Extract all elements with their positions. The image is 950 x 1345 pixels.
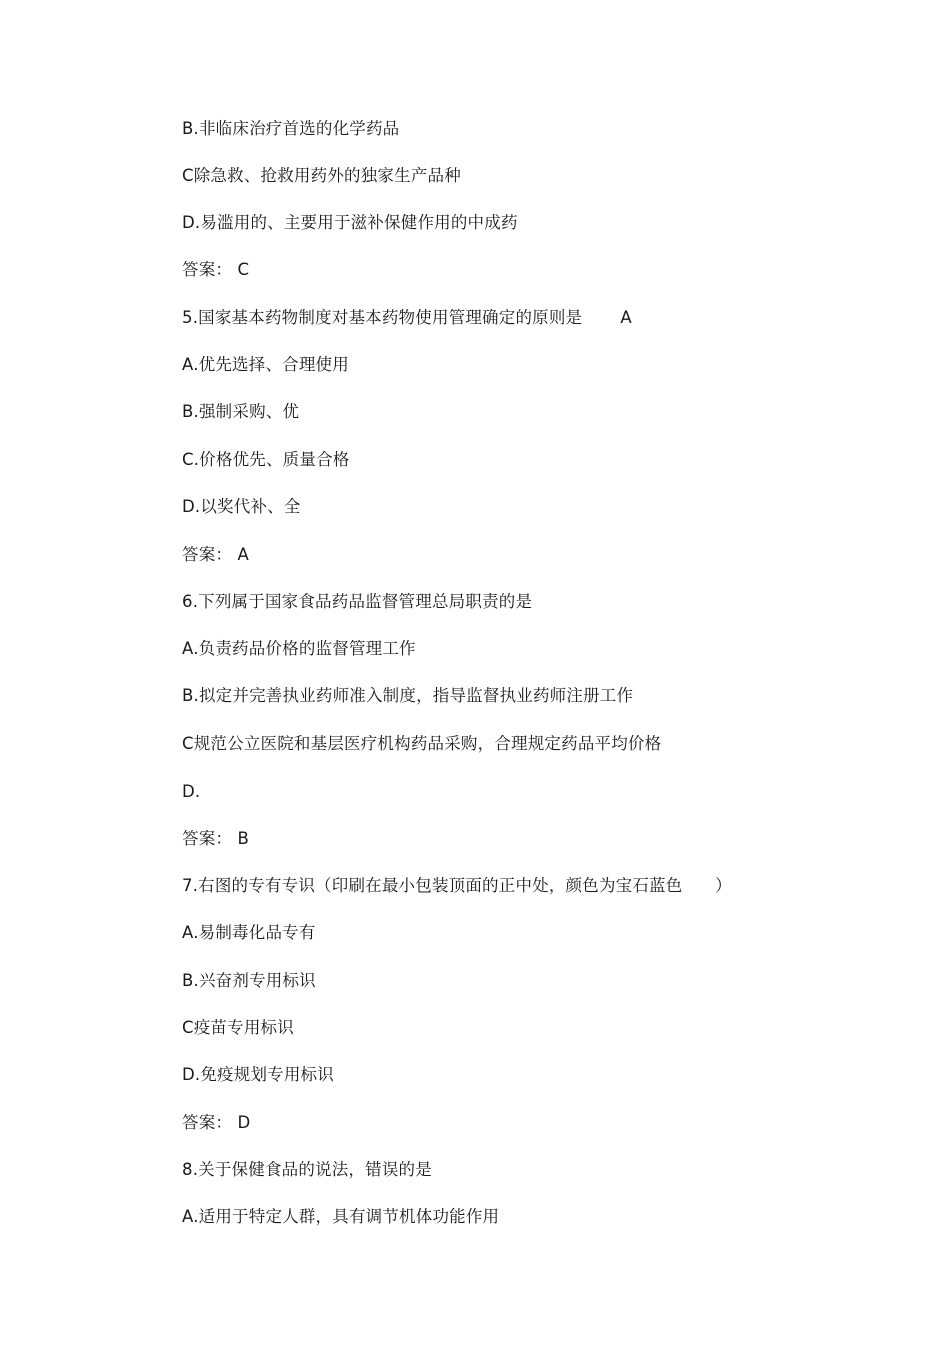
- option-d-q7: D.免疫规划专用标识: [182, 1065, 334, 1084]
- question-5: 5.国家基本药物制度对基本药物使用管理确定的原则是 A: [182, 308, 632, 327]
- option-c-q4: C除急救、抢救用药外的独家生产品种: [182, 166, 461, 185]
- option-a-q6: A.负责药品价格的监督管理工作: [182, 639, 416, 658]
- question-7: 7.右图的专有专识（印刷在最小包装顶面的正中处，颜色为宝石蓝色 ）: [182, 876, 732, 895]
- question-8: 8.关于保健食品的说法，错误的是: [182, 1160, 432, 1179]
- option-d-q6: D.: [182, 782, 201, 801]
- option-a-q5: A.优先选择、合理使用: [182, 355, 349, 374]
- option-b-q7: B.兴奋剂专用标识: [182, 971, 316, 990]
- option-b-q5: B.强制采购、优: [182, 402, 300, 421]
- answer-q4: 答案： C: [182, 260, 250, 279]
- option-d-q5: D.以奖代补、全: [182, 497, 301, 516]
- answer-q5: 答案： A: [182, 545, 250, 564]
- option-d-q4: D.易滥用的、主要用于滋补保健作用的中成药: [182, 213, 518, 232]
- option-a-q8: A.适用于特定人群，具有调节机体功能作用: [182, 1207, 500, 1226]
- option-b-q4: B.非临床治疗首选的化学药品: [182, 119, 400, 138]
- option-c-q7: C疫苗专用标识: [182, 1018, 294, 1037]
- answer-q7: 答案： D: [182, 1113, 251, 1132]
- option-a-q7: A.易制毒化品专有: [182, 923, 316, 942]
- question-6: 6.下列属于国家食品药品监督管理总局职责的是: [182, 592, 533, 611]
- option-c-q5: C.价格优先、质量合格: [182, 450, 350, 469]
- option-c-q6: C规范公立医院和基层医疗机构药品采购，合理规定药品平均价格: [182, 734, 662, 753]
- option-b-q6: B.拟定并完善执业药师准入制度，指导监督执业药师注册工作: [182, 686, 634, 705]
- answer-q6: 答案： B: [182, 829, 250, 848]
